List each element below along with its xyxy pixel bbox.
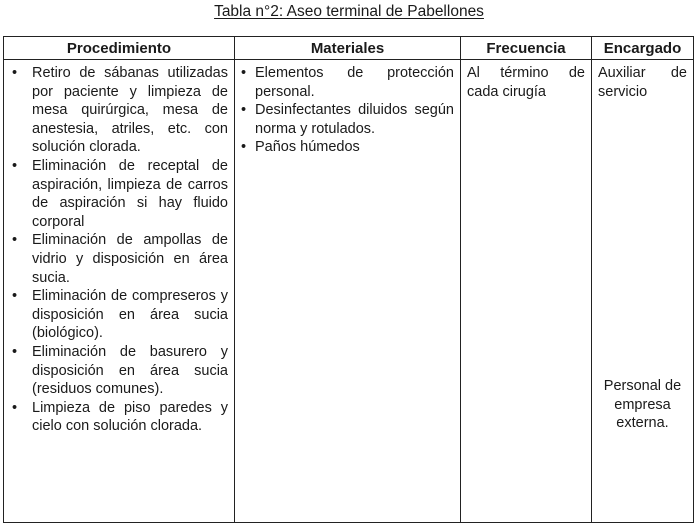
- list-item: • Eliminación de basurero y disposición en área sucia (residuos comunes).: [10, 343, 228, 399]
- list-item: • Limpieza de piso paredes y cielo con solución clorada.: [10, 399, 228, 436]
- table-row: [4, 60, 694, 523]
- table-title: Tabla n°2: Aseo terminal de Pabellones: [214, 3, 484, 20]
- list-item: • Retiro de sábanas utilizadas por paciente y limpieza de mesa quirúrgica, mesa de anestesia, atriles, etc. con solución clorada.: [10, 64, 228, 157]
- header-row: [4, 37, 694, 60]
- list-item: • Eliminación de compreseros y disposición en área sucia (biológico).: [10, 287, 228, 343]
- procedimiento-cell: [4, 60, 235, 523]
- list-item: • Paños húmedos: [241, 138, 454, 157]
- encargado-secondary: Personal de empresa externa.: [603, 378, 682, 432]
- encargado-cell: [592, 60, 694, 523]
- cleaning-table: [3, 36, 694, 523]
- header-materiales: Materiales: [235, 37, 461, 60]
- header-frecuencia: Frecuencia: [461, 37, 592, 60]
- list-item: • Desinfectantes diluidos según norma y rotulados.: [241, 101, 454, 138]
- header-encargado: Encargado: [592, 37, 694, 60]
- materiales-cell: [235, 60, 461, 523]
- procedimiento-list: [10, 64, 228, 436]
- list-item: • Elementos de protección personal.: [241, 64, 454, 101]
- frecuencia-text: Al término de cada cirugía: [467, 65, 585, 100]
- materiales-list: [241, 64, 454, 157]
- list-item: • Eliminación de receptal de aspiración, limpieza de carros de aspiración si hay fluido corporal: [10, 157, 228, 231]
- frecuencia-cell: [461, 60, 592, 523]
- list-item: • Eliminación de ampollas de vidrio y disposición en área sucia.: [10, 231, 228, 287]
- encargado-primary: Auxiliar de servicio: [598, 65, 687, 100]
- header-procedimiento: Procedimiento: [4, 37, 235, 60]
